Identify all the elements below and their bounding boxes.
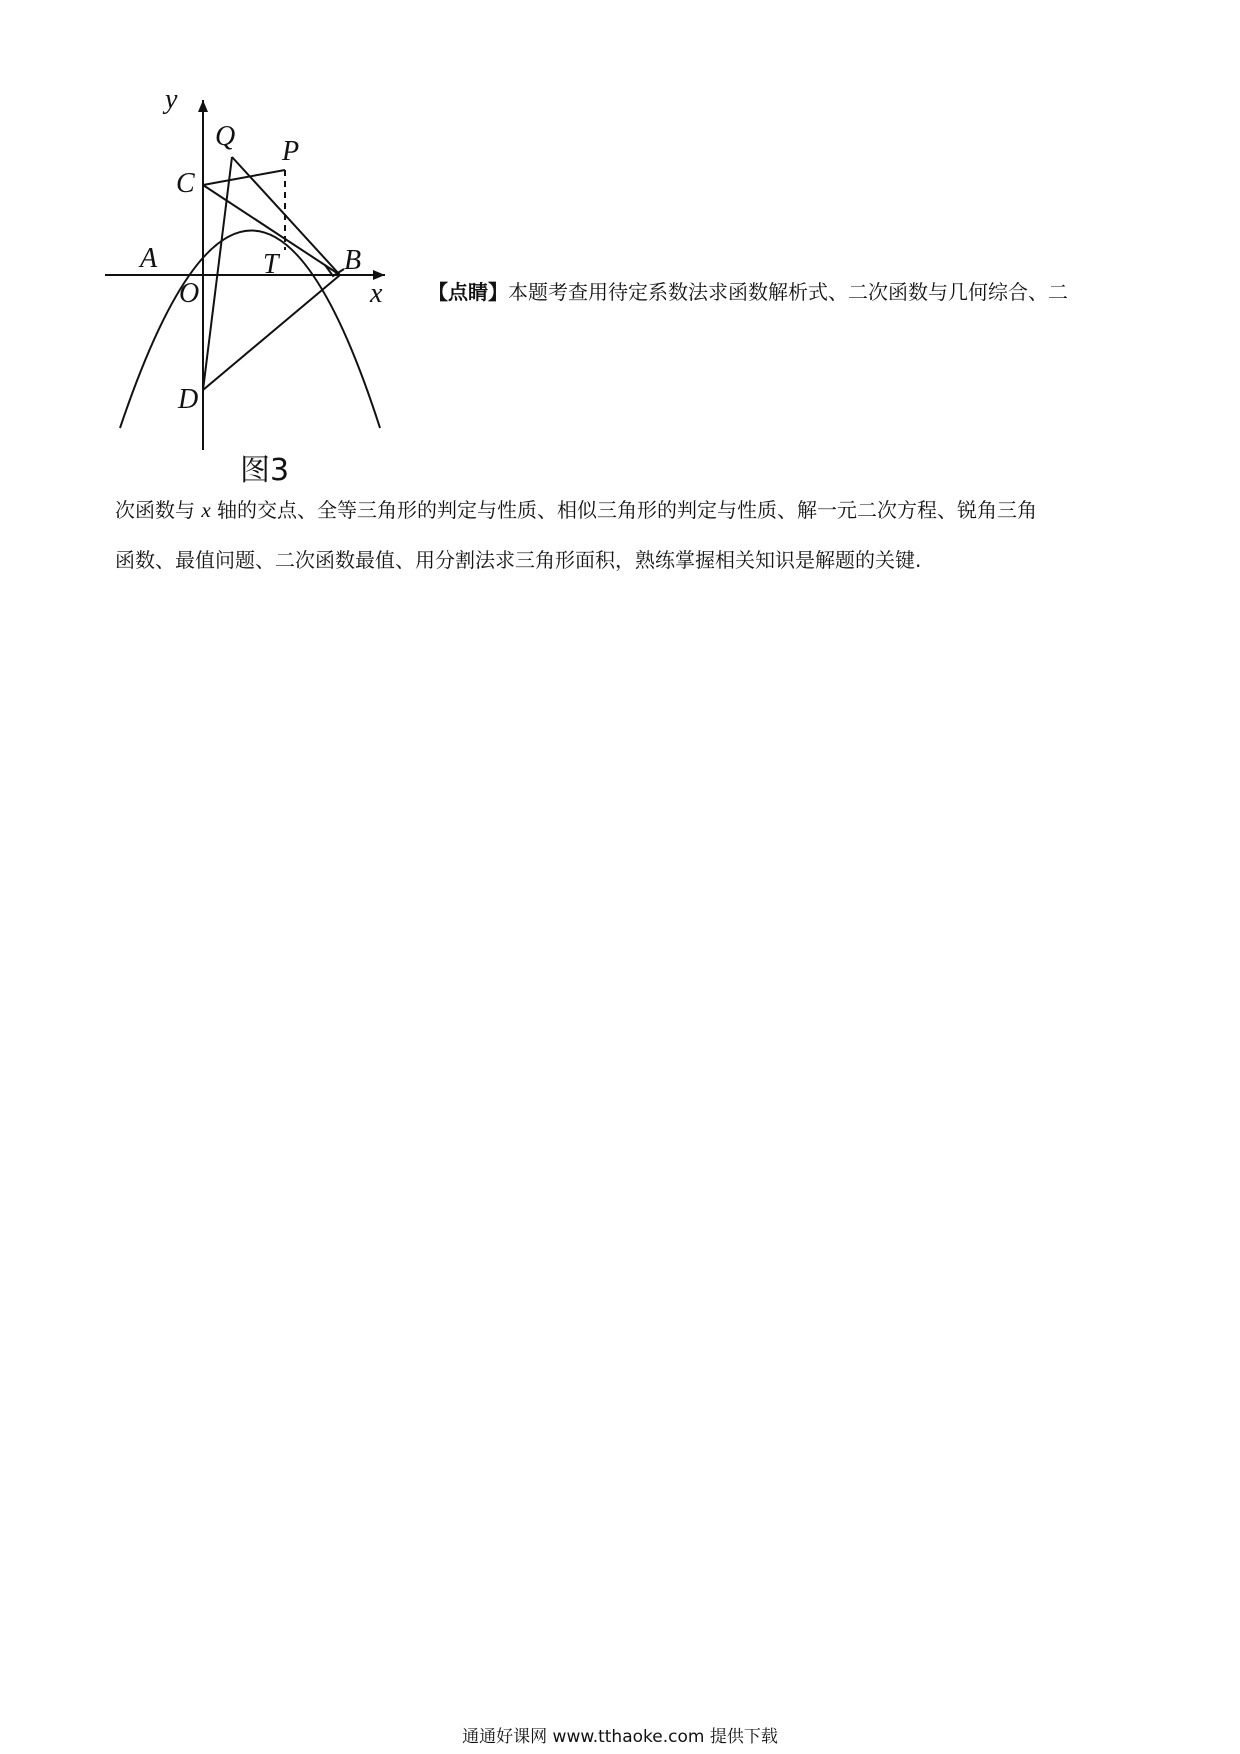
figure-caption: 图3 [240,453,290,488]
paragraph-line-3: 函数、最值问题、二次函数最值、用分割法求三角形面积，熟练掌握相关知识是解题的关键. [115,548,922,572]
dianjing-tag: 【点睛】 [428,280,508,304]
label-a: A [140,243,158,274]
label-y: y [165,90,178,115]
line2-text-b: 轴的交点、全等三角形的判定与性质、相似三角形的判定与性质、解一元二次方程、锐角三角 [217,498,1038,522]
parabola-diagram [100,90,400,450]
label-q: Q [215,121,236,152]
segment-qd [203,157,232,390]
label-p: P [282,136,300,167]
geometry-figure [100,90,400,490]
label-b: B [344,245,362,276]
page-footer: 通通好课网 www.tthaoke.com 提供下载 [462,1727,778,1747]
label-d: D [178,384,199,415]
paragraph-line-2 [115,496,1037,524]
line1-text: 本题考查用待定系数法求函数解析式、二次函数与几何综合、二 [508,280,1068,304]
label-t: T [263,249,279,280]
line2-text-a: 次函数与 [115,498,195,522]
label-o: O [179,278,200,309]
y-axis-arrow [198,100,208,112]
label-x: x [370,278,383,309]
paragraph-line-1 [428,278,1068,306]
segment-cp [203,170,285,185]
label-c: C [176,168,195,199]
variable-x: x [201,498,211,522]
segment-db [203,275,340,390]
parabola-curve [120,231,380,429]
